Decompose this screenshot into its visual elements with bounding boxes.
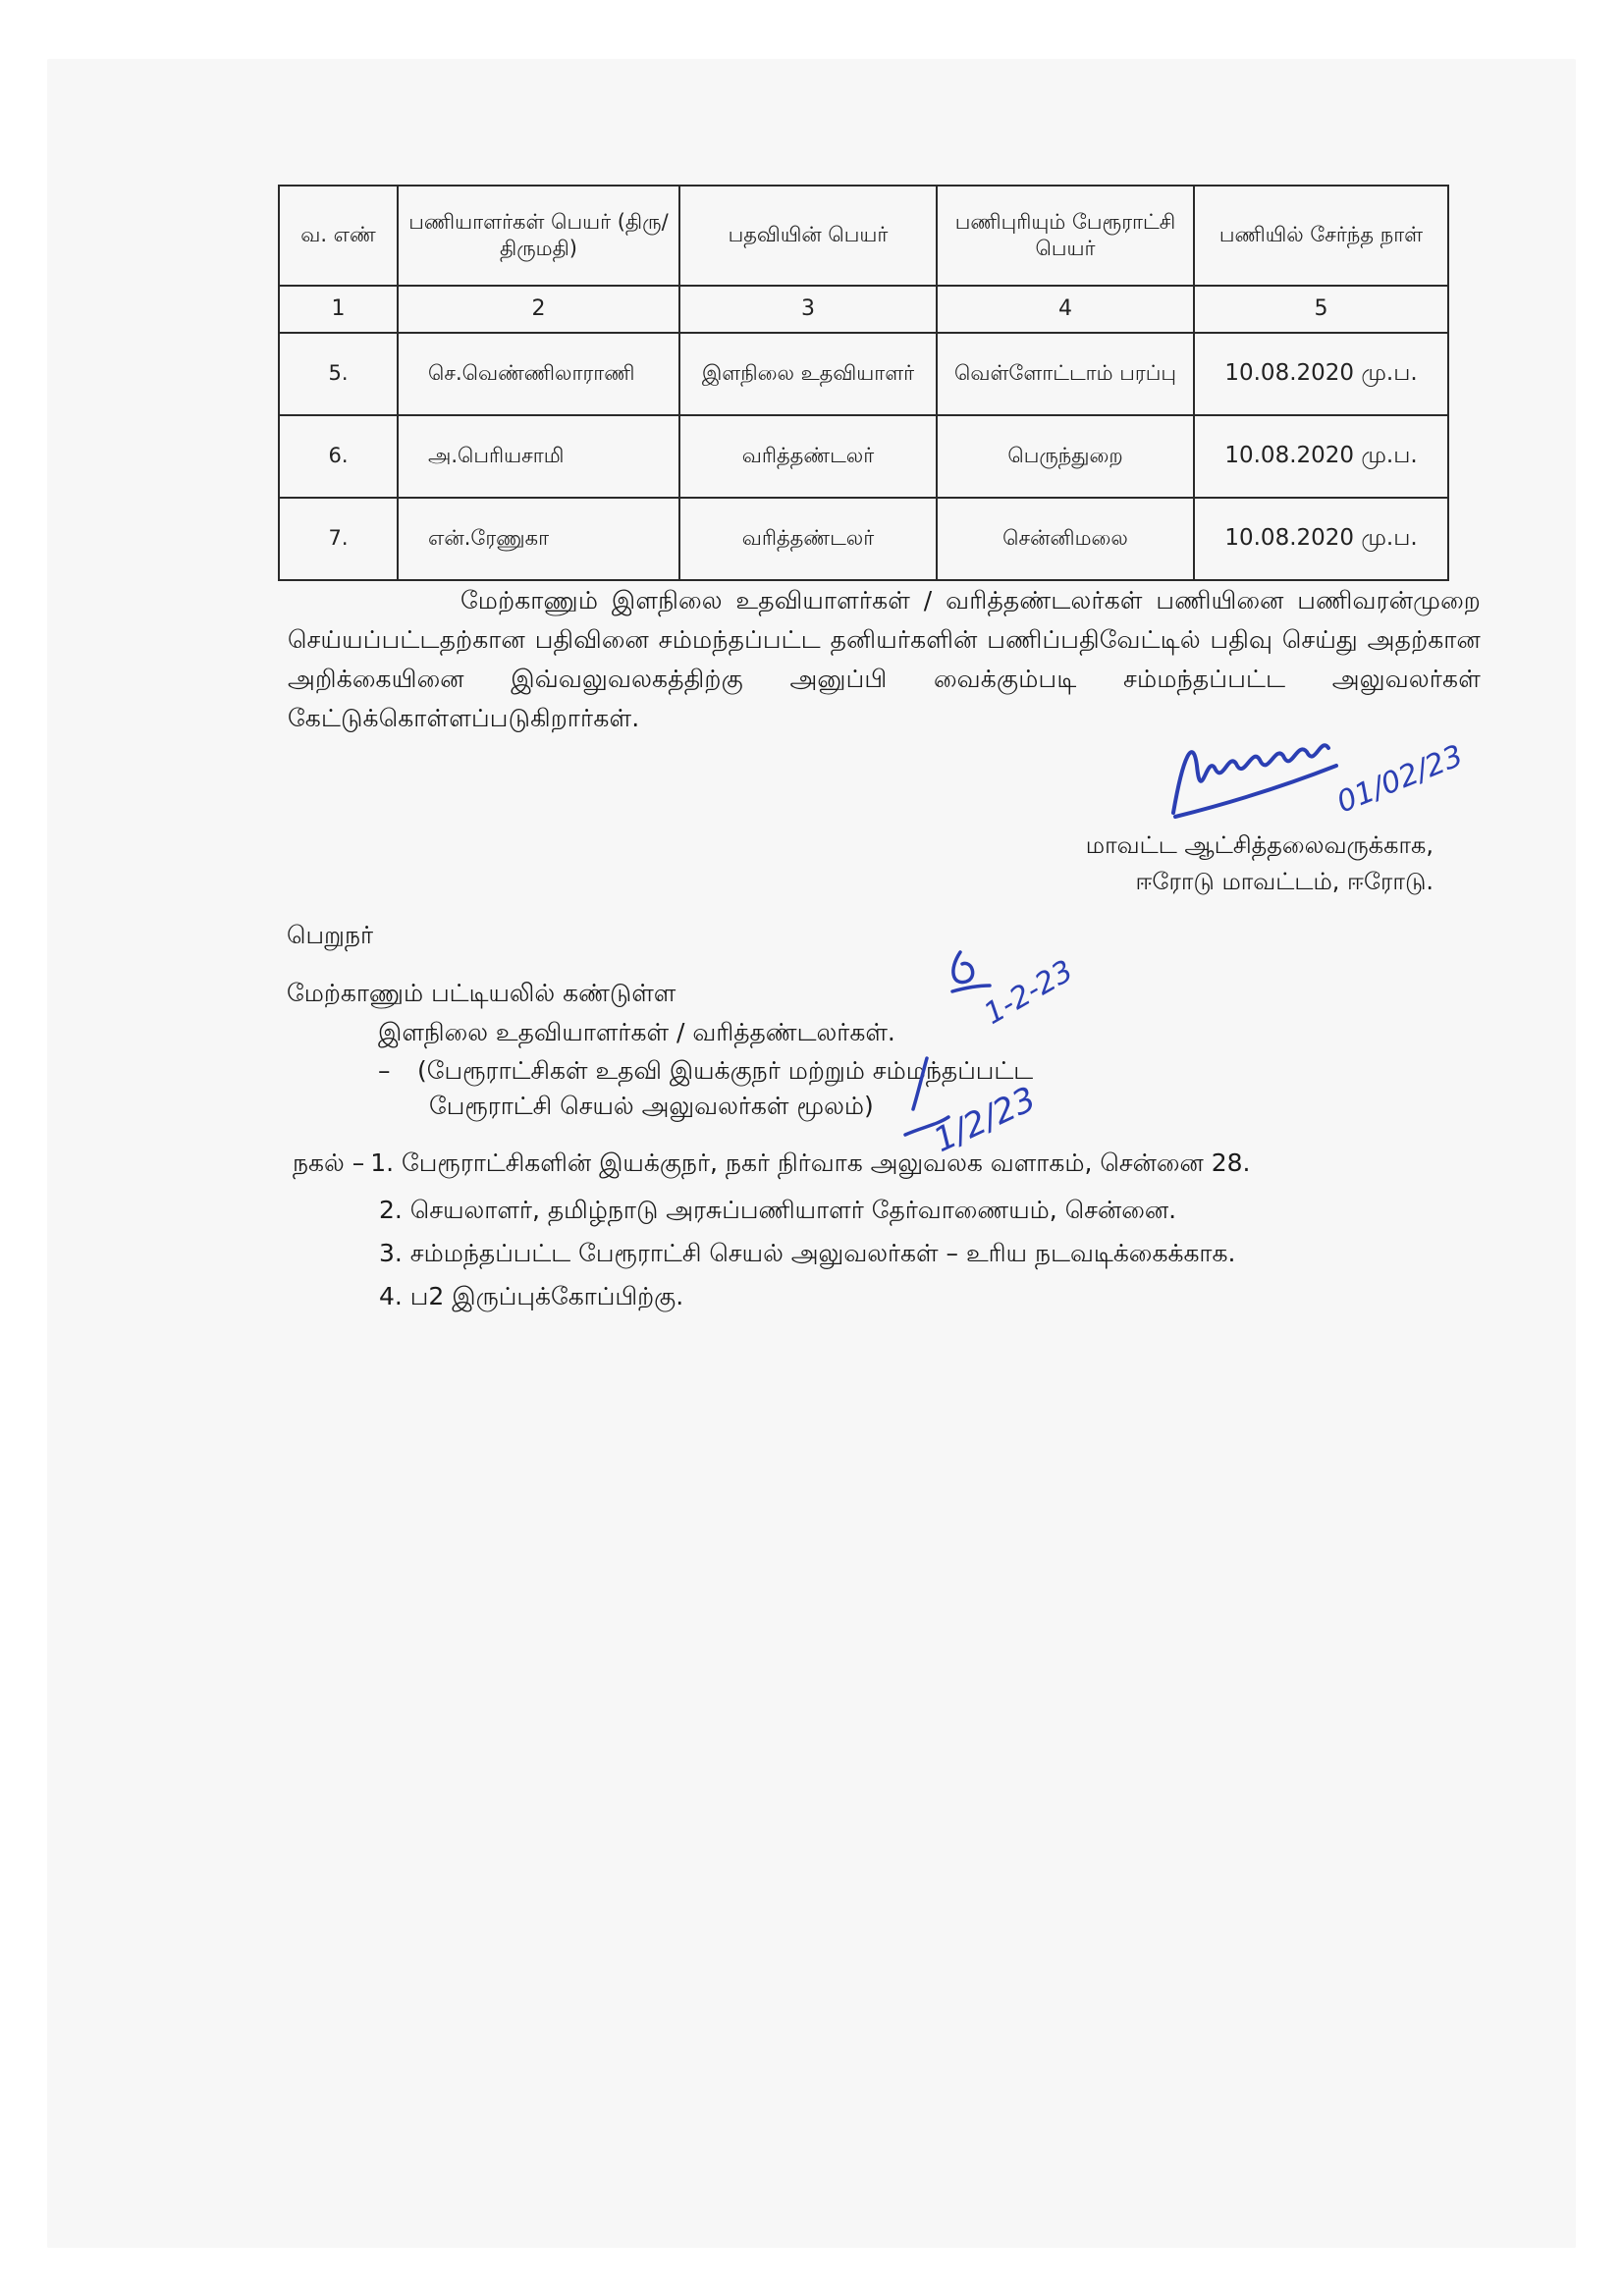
column-number-row xyxy=(279,286,1448,333)
header-name: பணியாளர்கள் பெயர் (திரு/திருமதி) xyxy=(398,186,679,286)
table-row xyxy=(279,333,1448,415)
copy-to-line xyxy=(293,1148,1251,1181)
header-town-panchayat: பணிபுரியும் பேரூராட்சி பெயர் xyxy=(937,186,1194,286)
column-number: 4 xyxy=(937,286,1194,333)
staff-regularisation-table xyxy=(278,185,1449,581)
row-town: வெள்ளோட்டாம் பரப்பு xyxy=(937,333,1194,415)
column-number: 3 xyxy=(679,286,937,333)
copy-to-item: 1. பேரூராட்சிகளின் இயக்குநர், நகர் நிர்வாக அலுவலக வளாகம், சென்னை 28. xyxy=(370,1148,1251,1177)
table-header-row xyxy=(279,186,1448,286)
handwritten-initials-icon xyxy=(884,942,1139,1168)
row-designation: வரித்தண்டலர் xyxy=(679,415,937,498)
row-town: சென்னிமலை xyxy=(937,498,1194,580)
copy-to-prefix: நகல் – xyxy=(293,1148,365,1177)
row-sno: 5. xyxy=(279,333,398,415)
signer-office: ஈரோடு மாவட்டம், ஈரோடு. xyxy=(1135,868,1434,895)
recipient-subline: (பேரூராட்சிகள் உதவி இயக்குநர் மற்றும் சம்மந்தப்பட்ட xyxy=(417,1056,1034,1085)
row-date: 10.08.2020 மு.ப. xyxy=(1194,415,1448,498)
row-name: அ.பெரியசாமி xyxy=(398,415,679,498)
instruction-paragraph: மேற்காணும் இளநிலை உதவியாளர்கள் / வரித்தண்டலர்கள் பணியினை பணிவரன்முறை செய்யப்பட்டதற்கான பதிவினை சம்மந்தப்பட்ட தனியர்களின் பணிப்பதிவேட்டில் பதிவு செய்து அதற்கான அறிக்கையினை இவ்வலுவலகத்திற்கு அனுப்பி வைக்கும்படி சம்மந்தப்பட்ட அலுவலர்கள் கேட்டுக்கொள்ளப்படுகிறார்கள். xyxy=(288,586,1481,732)
header-joining-date: பணியில் சேர்ந்த நாள் xyxy=(1194,186,1448,286)
handwritten-date-1: 1-2-23 xyxy=(978,953,1079,1032)
signature-date: 01/02/23 xyxy=(1331,738,1468,821)
copy-to-item: 2. செயலாளர், தமிழ்நாடு அரசுப்பணியாளர் தேர்வாணையம், சென்னை. xyxy=(379,1196,1177,1224)
row-sno: 6. xyxy=(279,415,398,498)
recipient-line: பேரூராட்சி செயல் அலுவலர்கள் மூலம்) xyxy=(429,1092,874,1120)
header-designation: பதவியின் பெயர் xyxy=(679,186,937,286)
row-date: 10.08.2020 மு.ப. xyxy=(1194,333,1448,415)
row-name: செ.வெண்ணிலாராணி xyxy=(398,333,679,415)
signer-designation: மாவட்ட ஆட்சித்தலைவருக்காக, xyxy=(1085,831,1434,859)
table-row xyxy=(279,498,1448,580)
header-sno: வ. எண் xyxy=(279,186,398,286)
signer-block xyxy=(1021,828,1434,900)
recipient-heading: பெறுநர் xyxy=(287,921,374,949)
row-designation: இளநிலை உதவியாளர் xyxy=(679,333,937,415)
handwritten-date-2: 1/2/23 xyxy=(927,1079,1042,1161)
row-date: 10.08.2020 மு.ப. xyxy=(1194,498,1448,580)
copy-to-item: 3. சம்மந்தப்பட்ட பேரூராட்சி செயல் அலுவலர்கள் – உரிய நடவடிக்கைக்காக. xyxy=(379,1239,1236,1267)
row-sno: 7. xyxy=(279,498,398,580)
table-row xyxy=(279,415,1448,498)
recipient-dash: – xyxy=(378,1056,391,1085)
row-name: என்.ரேணுகா xyxy=(398,498,679,580)
recipient-line: இளநிலை உதவியாளர்கள் / வரித்தண்டலர்கள். xyxy=(378,1018,895,1046)
column-number: 1 xyxy=(279,286,398,333)
row-designation: வரித்தண்டலர் xyxy=(679,498,937,580)
column-number: 2 xyxy=(398,286,679,333)
recipient-line: மேற்காணும் பட்டியலில் கண்டுள்ள xyxy=(287,979,676,1007)
row-town: பெருந்துறை xyxy=(937,415,1194,498)
copy-to-item: 4. ப2 இருப்புக்கோப்பிற்கு. xyxy=(379,1282,684,1310)
column-number: 5 xyxy=(1194,286,1448,333)
